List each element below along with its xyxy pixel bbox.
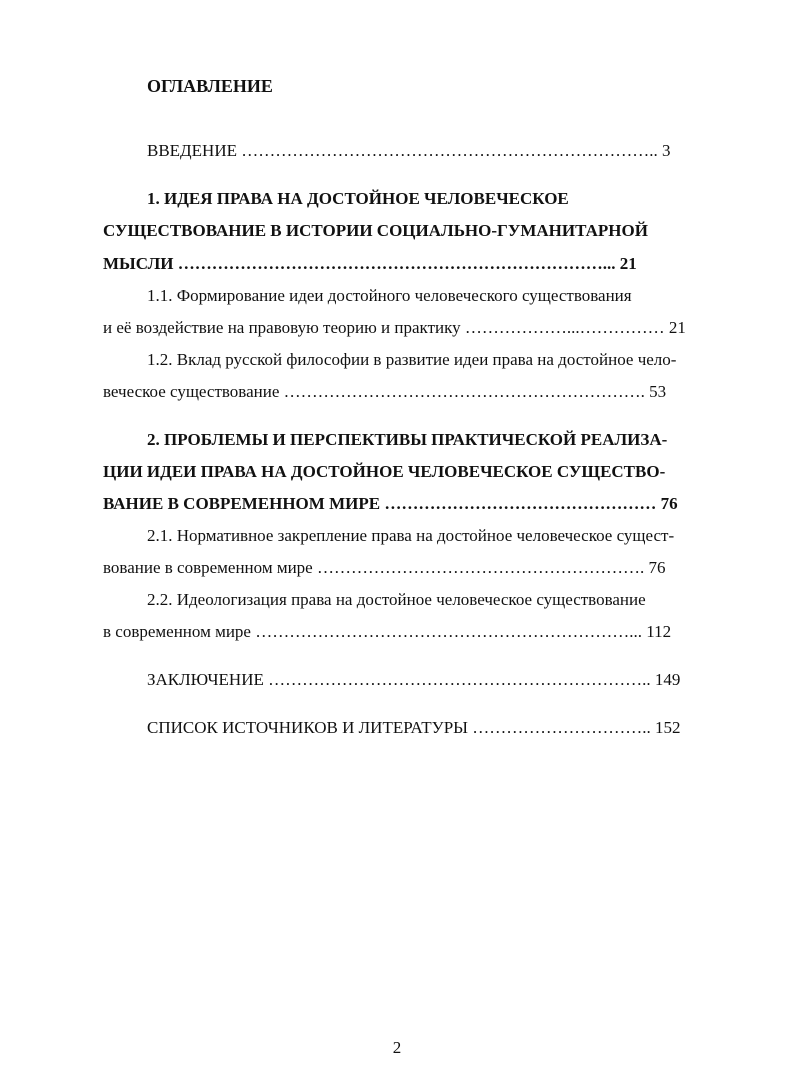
toc-line-section-2-1-a: 2.1. Нормативное закрепление права на достойное человеческое сущест- <box>147 526 675 545</box>
toc-line-section-2-2-a: 2.2. Идеологизация права на достойное человеческое существование <box>147 590 646 609</box>
toc-line-chapter1-title-2: СУЩЕСТВОВАНИЕ В ИСТОРИИ СОЦИАЛЬНО-ГУМАНИТАРНОЙ <box>103 221 648 240</box>
toc-line-section-1-1-a: 1.1. Формирование идеи достойного человеческого существования <box>147 286 632 305</box>
toc-line-chapter2-title-1: 2. ПРОБЛЕМЫ И ПЕРСПЕКТИВЫ ПРАКТИЧЕСКОЙ РЕАЛИЗА- <box>147 430 668 449</box>
toc-line-chapter2-title-2: ЦИИ ИДЕИ ПРАВА НА ДОСТОЙНОЕ ЧЕЛОВЕЧЕСКОЕ СУЩЕСТВО- <box>103 462 666 481</box>
toc-line-chapter1-title-3: МЫСЛИ …………………………………………………………………... 21 <box>103 254 637 273</box>
toc-line-section-2-1-b: вование в современном мире …………………………………………………. 76 <box>103 558 666 577</box>
toc-line-chapter1-title-1: 1. ИДЕЯ ПРАВА НА ДОСТОЙНОЕ ЧЕЛОВЕЧЕСКОЕ <box>147 189 569 208</box>
toc-line-introduction: ВВЕДЕНИЕ ……………………………………………………………….. 3 <box>147 141 671 160</box>
toc-line-section-2-2-b: в современном мире …………………………………………………………... 112 <box>103 622 672 641</box>
page-number: 2 <box>392 1038 402 1057</box>
toc-title: ОГЛАВЛЕНИЕ <box>147 76 273 96</box>
toc-line-section-1-2-a: 1.2. Вклад русской философии в развитие идеи права на достойное чело- <box>147 350 677 369</box>
toc-line-section-1-1-b: и её воздействие на правовую теорию и практику ………………...…………… 21 <box>103 318 686 337</box>
toc-line-section-1-2-b: веческое существование ………………………………………………………. 53 <box>103 382 667 401</box>
toc-line-chapter2-title-3: ВАНИЕ В СОВРЕМЕННОМ МИРЕ ………………………………………… 76 <box>103 494 678 513</box>
toc-line-conclusion: ЗАКЛЮЧЕНИЕ ………………………………………………………….. 149 <box>147 670 681 689</box>
toc-line-bibliography: СПИСОК ИСТОЧНИКОВ И ЛИТЕРАТУРЫ ………………………….. 152 <box>147 718 681 737</box>
